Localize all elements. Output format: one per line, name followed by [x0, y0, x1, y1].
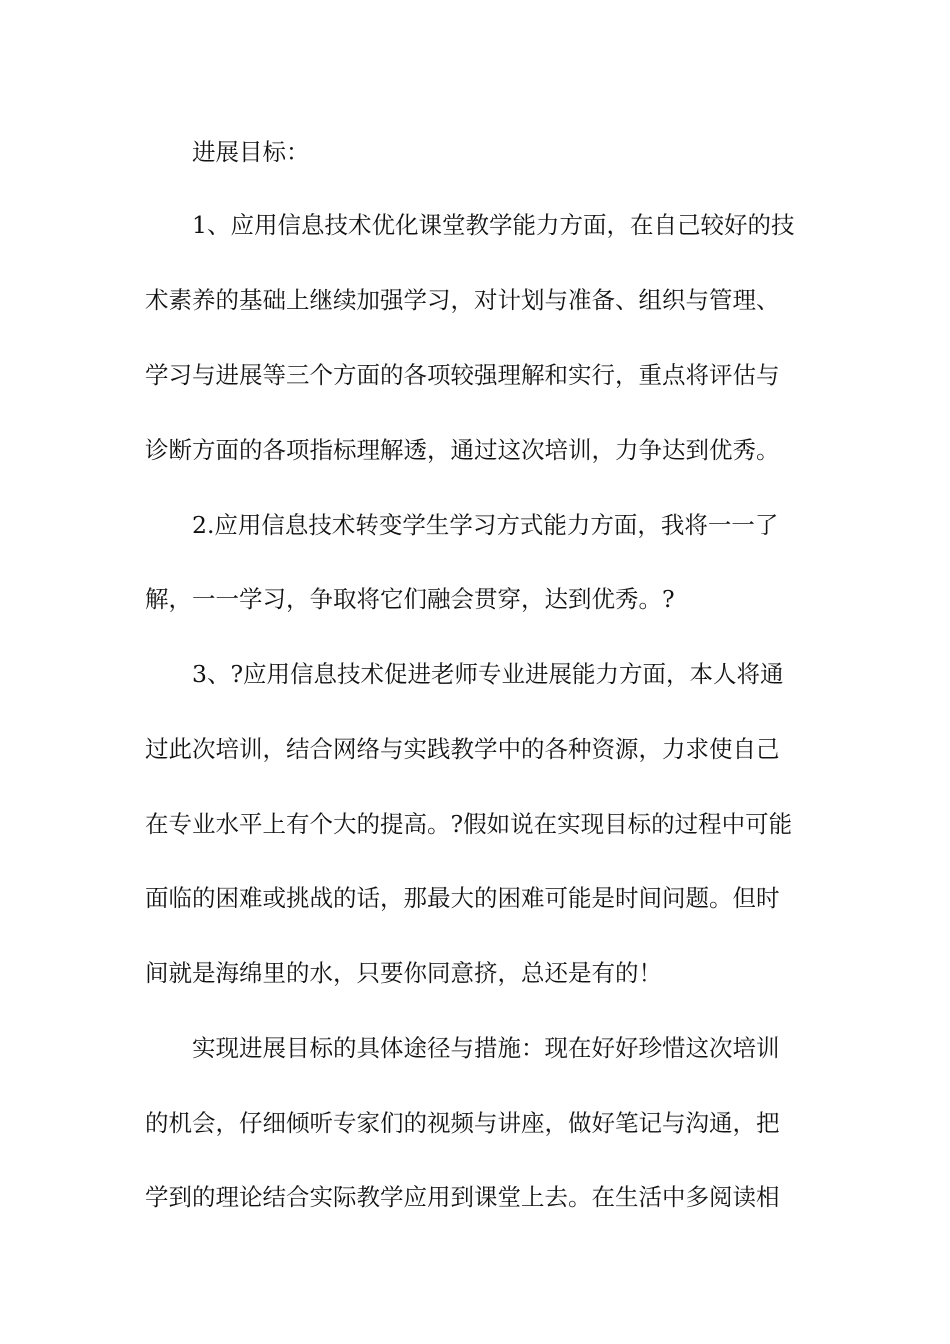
text-line: 进展目标：	[192, 138, 310, 166]
text-line: 解，一一学习，争取将它们融会贯穿，达到优秀。?	[145, 585, 675, 613]
text-line: 3、?应用信息技术促进老师专业进展能力方面，本人将通	[192, 660, 784, 688]
text-line: 学习与进展等三个方面的各项较强理解和实行，重点将评估与	[145, 361, 780, 389]
text-line: 过此次培训，结合网络与实践教学中的各种资源，力求使自己	[145, 735, 780, 763]
text-line: 1、应用信息技术优化课堂教学能力方面，在自己较好的技	[192, 211, 795, 239]
text-line: 面临的困难或挑战的话，那最大的困难可能是时间问题。但时	[145, 884, 780, 912]
text-line: 诊断方面的各项指标理解透，通过这次培训，力争达到优秀。	[145, 436, 780, 464]
text-line: 间就是海绵里的水，只要你同意挤，总还是有的！	[145, 959, 662, 987]
text-line: 术素养的基础上继续加强学习，对计划与准备、组织与管理、	[145, 286, 780, 314]
text-line: 学到的理论结合实际教学应用到课堂上去。在生活中多阅读相	[145, 1183, 780, 1211]
text-line: 的机会，仔细倾听专家们的视频与讲座，做好笔记与沟通，把	[145, 1109, 780, 1137]
text-line: 实现进展目标的具体途径与措施：现在好好珍惜这次培训	[192, 1034, 780, 1062]
text-line: 2.应用信息技术转变学生学习方式能力方面，我将一一了	[192, 511, 779, 539]
text-line: 在专业水平上有个大的提高。?假如说在实现目标的过程中可能	[145, 810, 793, 838]
